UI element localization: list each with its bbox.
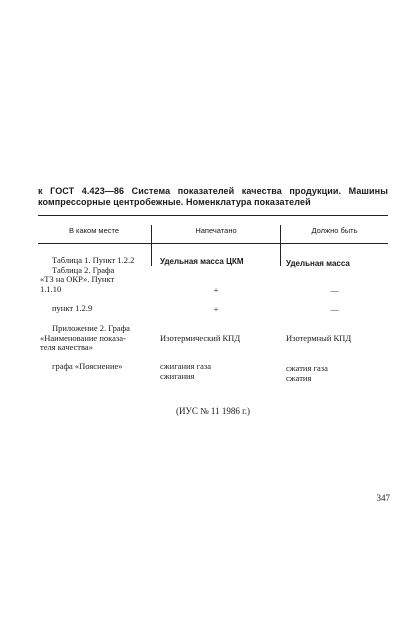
table-top-rule: [38, 215, 388, 216]
table-row-2-printed: +: [213, 304, 219, 314]
table-row-4-printed: сжигания газа сжигания: [160, 361, 211, 381]
table-row-2-place: пункт 1.2.9: [52, 303, 93, 313]
amendment-heading: к ГОСТ 4.423—86 Система показателей качества продукции. Машины компрессорные центробежные. Номенклатура показателей: [38, 186, 388, 207]
table-row-1-should-be: Удельная масса: [286, 259, 350, 268]
table-row-2-should-be: —: [330, 304, 339, 314]
page-number: 347: [376, 493, 390, 503]
column-header-place: В каком месте: [68, 226, 120, 235]
table-row-3-should-be: Изотермный КПД: [286, 333, 352, 343]
table-row-3-printed: Изотермический КПД: [160, 333, 241, 343]
column-header-printed: Напечатано: [195, 226, 237, 235]
table-row-1-should-be-mark: —: [330, 285, 339, 295]
table-header-rule: [38, 243, 388, 244]
table-row-1-place: Таблица 1. Пункт 1.2.2 Таблица 2. Графа «ТЗ на ОКР». Пункт 1.1.10: [40, 255, 135, 294]
table-row-1-printed: Удельная масса ЦКМ: [160, 257, 244, 266]
table-row-3-place: Приложение 2. Графа «Наименование показа- теля качества»: [40, 323, 130, 352]
table-row-1-printed-mark: +: [213, 285, 219, 295]
column-header-should-be: Должно быть: [311, 226, 358, 235]
source-reference: (ИУС № 11 1986 г.): [175, 406, 251, 416]
table-row-4-place: графа «Пояснение»: [52, 361, 123, 371]
column-divider-1: [151, 225, 152, 266]
table-row-4-should-be: сжатия газа сжатия: [286, 363, 328, 383]
column-divider-2: [280, 225, 281, 266]
